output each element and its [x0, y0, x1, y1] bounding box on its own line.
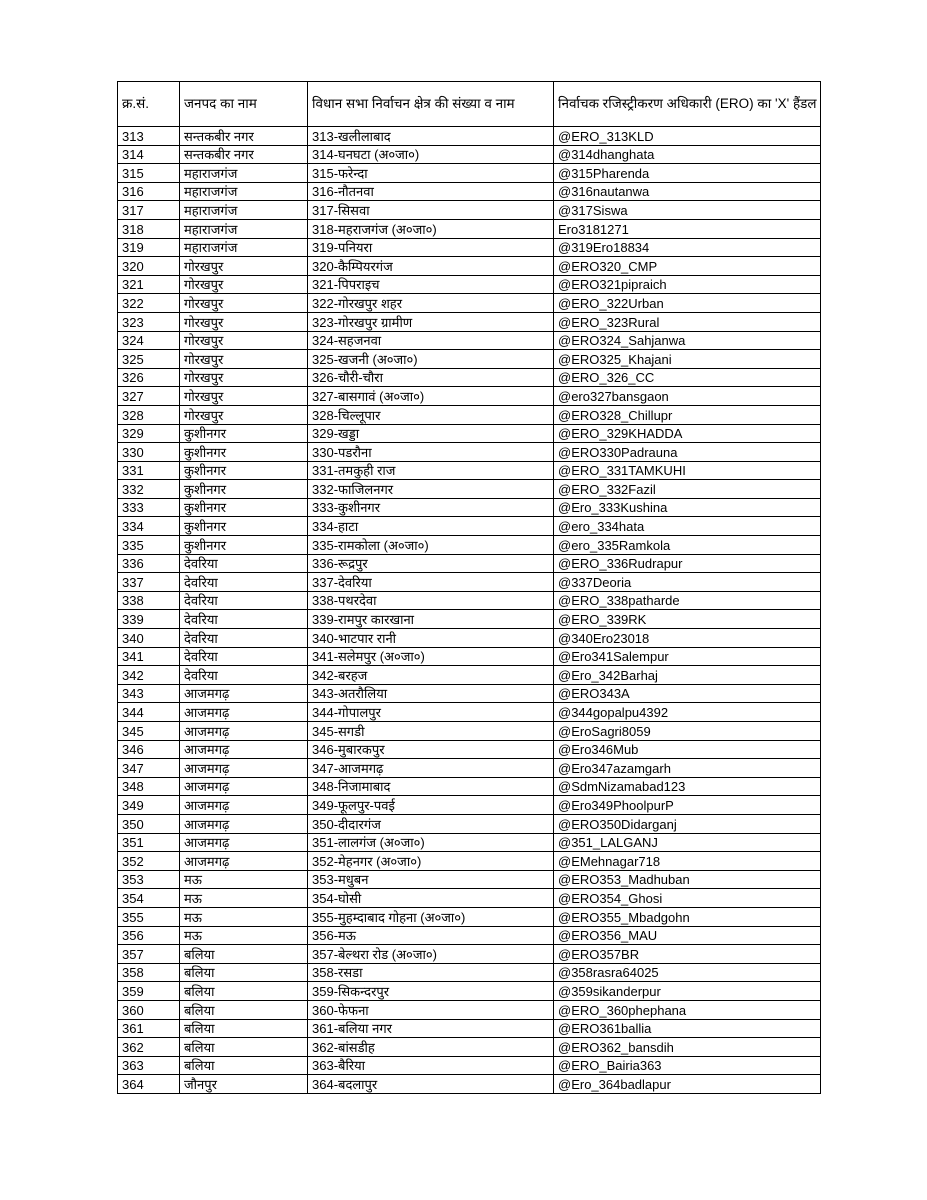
cell-ero-x-handle: Ero3181271: [554, 219, 821, 238]
cell-constituency: 360-फेफना: [308, 1000, 554, 1019]
cell-constituency: 328-चिल्लूपार: [308, 405, 554, 424]
cell-ero-x-handle: @314dhanghata: [554, 145, 821, 164]
cell-ero-x-handle: @316nautanwa: [554, 182, 821, 201]
cell-constituency: 334-हाटा: [308, 517, 554, 536]
cell-constituency: 346-मुबारकपुर: [308, 740, 554, 759]
cell-constituency: 363-बैरिया: [308, 1056, 554, 1075]
table-row: [118, 610, 821, 629]
table-row: [118, 963, 821, 982]
table-row: [118, 945, 821, 964]
cell-ero-x-handle: @ERO356_MAU: [554, 926, 821, 945]
cell-constituency: 336-रूद्रपुर: [308, 554, 554, 573]
cell-constituency: 313-खलीलाबाद: [308, 127, 554, 146]
table-row: [118, 461, 821, 480]
cell-constituency: 343-अतरौलिया: [308, 684, 554, 703]
cell-serial-number: 355: [118, 907, 180, 926]
cell-district-name: आजमगढ़: [180, 852, 308, 871]
cell-district-name: आजमगढ़: [180, 722, 308, 741]
cell-ero-x-handle: @ERO362_bansdih: [554, 1038, 821, 1057]
cell-constituency: 327-बासगावं (अ०जा०): [308, 387, 554, 406]
cell-constituency: 320-कैम्पियरगंज: [308, 257, 554, 276]
cell-district-name: गोरखपुर: [180, 275, 308, 294]
cell-constituency: 326-चौरी-चौरा: [308, 368, 554, 387]
table-row: [118, 1038, 821, 1057]
cell-ero-x-handle: @Ero346Mub: [554, 740, 821, 759]
table-row: [118, 498, 821, 517]
cell-ero-x-handle: @319Ero18834: [554, 238, 821, 257]
cell-constituency: 342-बरहज: [308, 666, 554, 685]
table-row: [118, 870, 821, 889]
cell-ero-x-handle: @ERO330Padrauna: [554, 443, 821, 462]
cell-district-name: महाराजगंज: [180, 201, 308, 220]
cell-district-name: गोरखपुर: [180, 387, 308, 406]
cell-district-name: कुशीनगर: [180, 536, 308, 555]
cell-constituency: 337-देवरिया: [308, 573, 554, 592]
table-row: [118, 312, 821, 331]
cell-ero-x-handle: @ERO_326_CC: [554, 368, 821, 387]
cell-district-name: कुशीनगर: [180, 517, 308, 536]
cell-district-name: आजमगढ़: [180, 759, 308, 778]
cell-district-name: कुशीनगर: [180, 461, 308, 480]
cell-district-name: कुशीनगर: [180, 498, 308, 517]
cell-district-name: आजमगढ़: [180, 740, 308, 759]
cell-ero-x-handle: @ero_335Ramkola: [554, 536, 821, 555]
cell-district-name: देवरिया: [180, 666, 308, 685]
cell-ero-x-handle: @ERO_329KHADDA: [554, 424, 821, 443]
cell-district-name: सन्तकबीर नगर: [180, 127, 308, 146]
cell-serial-number: 339: [118, 610, 180, 629]
cell-serial-number: 323: [118, 312, 180, 331]
table-body: [118, 127, 821, 1094]
cell-constituency: 358-रसडा: [308, 963, 554, 982]
cell-ero-x-handle: @ERO354_Ghosi: [554, 889, 821, 908]
cell-ero-x-handle: @EroSagri8059: [554, 722, 821, 741]
table-row: [118, 127, 821, 146]
cell-serial-number: 341: [118, 647, 180, 666]
cell-district-name: आजमगढ़: [180, 703, 308, 722]
cell-ero-x-handle: @EMehnagar718: [554, 852, 821, 871]
cell-district-name: बलिया: [180, 1056, 308, 1075]
cell-ero-x-handle: @ERO_323Rural: [554, 312, 821, 331]
cell-serial-number: 318: [118, 219, 180, 238]
table-row: [118, 350, 821, 369]
table-row: [118, 219, 821, 238]
cell-constituency: 335-रामकोला (अ०जा०): [308, 536, 554, 555]
cell-serial-number: 343: [118, 684, 180, 703]
cell-ero-x-handle: @340Ero23018: [554, 629, 821, 648]
cell-serial-number: 316: [118, 182, 180, 201]
cell-district-name: कुशीनगर: [180, 443, 308, 462]
cell-serial-number: 361: [118, 1019, 180, 1038]
cell-ero-x-handle: @ERO361ballia: [554, 1019, 821, 1038]
cell-serial-number: 356: [118, 926, 180, 945]
table-row: [118, 591, 821, 610]
table-row: [118, 647, 821, 666]
cell-serial-number: 346: [118, 740, 180, 759]
cell-district-name: गोरखपुर: [180, 294, 308, 313]
cell-constituency: 319-पनियरा: [308, 238, 554, 257]
cell-district-name: देवरिया: [180, 647, 308, 666]
cell-district-name: गोरखपुर: [180, 350, 308, 369]
cell-constituency: 356-मऊ: [308, 926, 554, 945]
cell-serial-number: 314: [118, 145, 180, 164]
cell-serial-number: 345: [118, 722, 180, 741]
table-row: [118, 777, 821, 796]
cell-constituency: 321-पिपराइच: [308, 275, 554, 294]
table-row: [118, 424, 821, 443]
cell-constituency: 349-फूलपुर-पवई: [308, 796, 554, 815]
cell-serial-number: 334: [118, 517, 180, 536]
table-row: [118, 889, 821, 908]
table-row: [118, 164, 821, 183]
cell-constituency: 340-भाटपार रानी: [308, 629, 554, 648]
cell-ero-x-handle: @Ero_342Barhaj: [554, 666, 821, 685]
cell-serial-number: 332: [118, 480, 180, 499]
cell-district-name: गोरखपुर: [180, 312, 308, 331]
cell-constituency: 339-रामपुर कारखाना: [308, 610, 554, 629]
cell-district-name: कुशीनगर: [180, 480, 308, 499]
cell-ero-x-handle: @351_LALGANJ: [554, 833, 821, 852]
table-row: [118, 722, 821, 741]
cell-constituency: 324-सहजनवा: [308, 331, 554, 350]
table-row: [118, 554, 821, 573]
cell-serial-number: 327: [118, 387, 180, 406]
cell-serial-number: 360: [118, 1000, 180, 1019]
cell-district-name: देवरिया: [180, 591, 308, 610]
table-row: [118, 480, 821, 499]
cell-serial-number: 331: [118, 461, 180, 480]
cell-ero-x-handle: @ERO_331TAMKUHI: [554, 461, 821, 480]
cell-constituency: 322-गोरखपुर शहर: [308, 294, 554, 313]
cell-constituency: 330-पडरौना: [308, 443, 554, 462]
cell-district-name: देवरिया: [180, 573, 308, 592]
cell-constituency: 318-महराजगंज (अ०जा०): [308, 219, 554, 238]
cell-constituency: 344-गोपालपुर: [308, 703, 554, 722]
cell-ero-x-handle: @344gopalpu4392: [554, 703, 821, 722]
cell-serial-number: 362: [118, 1038, 180, 1057]
cell-ero-x-handle: @Ero341Salempur: [554, 647, 821, 666]
cell-constituency: 315-फरेन्दा: [308, 164, 554, 183]
cell-district-name: देवरिया: [180, 554, 308, 573]
cell-ero-x-handle: @SdmNizamabad123: [554, 777, 821, 796]
cell-ero-x-handle: @359sikanderpur: [554, 982, 821, 1001]
cell-serial-number: 313: [118, 127, 180, 146]
cell-district-name: देवरिया: [180, 629, 308, 648]
cell-district-name: मऊ: [180, 926, 308, 945]
cell-constituency: 364-बदलापुर: [308, 1075, 554, 1094]
cell-serial-number: 348: [118, 777, 180, 796]
cell-ero-x-handle: @ERO_339RK: [554, 610, 821, 629]
cell-serial-number: 364: [118, 1075, 180, 1094]
cell-district-name: मऊ: [180, 870, 308, 889]
cell-district-name: गोरखपुर: [180, 368, 308, 387]
cell-constituency: 348-निजामाबाद: [308, 777, 554, 796]
cell-district-name: महाराजगंज: [180, 164, 308, 183]
cell-district-name: मऊ: [180, 907, 308, 926]
cell-district-name: मऊ: [180, 889, 308, 908]
cell-constituency: 351-लालगंज (अ०जा०): [308, 833, 554, 852]
cell-ero-x-handle: @ERO_313KLD: [554, 127, 821, 146]
table-row: [118, 666, 821, 685]
cell-ero-x-handle: @ero327bansgaon: [554, 387, 821, 406]
cell-serial-number: 344: [118, 703, 180, 722]
cell-constituency: 329-खड्डा: [308, 424, 554, 443]
table-row: [118, 703, 821, 722]
cell-serial-number: 342: [118, 666, 180, 685]
table-row: [118, 684, 821, 703]
cell-serial-number: 352: [118, 852, 180, 871]
table-row: [118, 1056, 821, 1075]
table-row: [118, 907, 821, 926]
header-district-name: जनपद का नाम: [180, 82, 308, 127]
cell-constituency: 355-मुहम्दाबाद गोहना (अ०जा०): [308, 907, 554, 926]
cell-constituency: 325-खजनी (अ०जा०): [308, 350, 554, 369]
cell-ero-x-handle: @ERO343A: [554, 684, 821, 703]
cell-constituency: 359-सिकन्दरपुर: [308, 982, 554, 1001]
table-row: [118, 238, 821, 257]
cell-constituency: 323-गोरखपुर ग्रामीण: [308, 312, 554, 331]
table-row: [118, 629, 821, 648]
cell-serial-number: 359: [118, 982, 180, 1001]
table-row: [118, 517, 821, 536]
cell-serial-number: 322: [118, 294, 180, 313]
cell-district-name: बलिया: [180, 1000, 308, 1019]
cell-ero-x-handle: @Ero349PhoolpurP: [554, 796, 821, 815]
table-row: [118, 331, 821, 350]
cell-ero-x-handle: @ERO350Didarganj: [554, 814, 821, 833]
cell-serial-number: 363: [118, 1056, 180, 1075]
cell-constituency: 353-मधुबन: [308, 870, 554, 889]
cell-district-name: महाराजगंज: [180, 219, 308, 238]
cell-constituency: 332-फाजिलनगर: [308, 480, 554, 499]
cell-serial-number: 336: [118, 554, 180, 573]
cell-district-name: आजमगढ़: [180, 833, 308, 852]
table-row: [118, 294, 821, 313]
cell-ero-x-handle: @ERO_338patharde: [554, 591, 821, 610]
cell-serial-number: 350: [118, 814, 180, 833]
cell-serial-number: 317: [118, 201, 180, 220]
cell-ero-x-handle: @ERO353_Madhuban: [554, 870, 821, 889]
cell-serial-number: 320: [118, 257, 180, 276]
cell-ero-x-handle: @ERO320_CMP: [554, 257, 821, 276]
cell-serial-number: 338: [118, 591, 180, 610]
cell-serial-number: 351: [118, 833, 180, 852]
cell-serial-number: 335: [118, 536, 180, 555]
cell-constituency: 362-बांसडीह: [308, 1038, 554, 1057]
cell-constituency: 333-कुशीनगर: [308, 498, 554, 517]
table-row: [118, 740, 821, 759]
cell-constituency: 354-घोसी: [308, 889, 554, 908]
cell-ero-x-handle: @358rasra64025: [554, 963, 821, 982]
cell-district-name: आजमगढ़: [180, 777, 308, 796]
table-row: [118, 182, 821, 201]
cell-district-name: सन्तकबीर नगर: [180, 145, 308, 164]
cell-ero-x-handle: @Ero_333Kushina: [554, 498, 821, 517]
cell-constituency: 338-पथरदेवा: [308, 591, 554, 610]
cell-serial-number: 328: [118, 405, 180, 424]
cell-district-name: बलिया: [180, 945, 308, 964]
cell-district-name: बलिया: [180, 1019, 308, 1038]
cell-district-name: गोरखपुर: [180, 405, 308, 424]
cell-ero-x-handle: @ERO_322Urban: [554, 294, 821, 313]
table-row: [118, 759, 821, 778]
table-row: [118, 405, 821, 424]
cell-serial-number: 319: [118, 238, 180, 257]
cell-constituency: 361-बलिया नगर: [308, 1019, 554, 1038]
cell-district-name: गोरखपुर: [180, 331, 308, 350]
cell-serial-number: 315: [118, 164, 180, 183]
table-row: [118, 926, 821, 945]
cell-serial-number: 353: [118, 870, 180, 889]
table-row: [118, 368, 821, 387]
cell-constituency: 331-तमकुही राज: [308, 461, 554, 480]
header-serial-number: क्र.सं.: [118, 82, 180, 127]
cell-ero-x-handle: @ERO325_Khajani: [554, 350, 821, 369]
cell-ero-x-handle: @ero_334hata: [554, 517, 821, 536]
cell-ero-x-handle: @Ero347azamgarh: [554, 759, 821, 778]
cell-district-name: आजमगढ़: [180, 796, 308, 815]
header-ero-x-handle: निर्वाचक रजिस्ट्रीकरण अधिकारी (ERO) का 'X' हैंडल: [554, 82, 821, 127]
cell-ero-x-handle: @317Siswa: [554, 201, 821, 220]
cell-constituency: 350-दीदारगंज: [308, 814, 554, 833]
table-row: [118, 1019, 821, 1038]
table-header-row: [118, 82, 821, 127]
cell-ero-x-handle: @ERO355_Mbadgohn: [554, 907, 821, 926]
cell-ero-x-handle: @ERO357BR: [554, 945, 821, 964]
cell-ero-x-handle: @315Pharenda: [554, 164, 821, 183]
cell-serial-number: 357: [118, 945, 180, 964]
table-row: [118, 1000, 821, 1019]
cell-serial-number: 337: [118, 573, 180, 592]
cell-district-name: कुशीनगर: [180, 424, 308, 443]
cell-ero-x-handle: @Ero_364badlapur: [554, 1075, 821, 1094]
cell-serial-number: 324: [118, 331, 180, 350]
cell-constituency: 314-घनघटा (अ०जा०): [308, 145, 554, 164]
cell-constituency: 341-सलेमपुर (अ०जा०): [308, 647, 554, 666]
table-row: [118, 536, 821, 555]
table-row: [118, 1075, 821, 1094]
cell-constituency: 316-नौतनवा: [308, 182, 554, 201]
table-row: [118, 814, 821, 833]
cell-ero-x-handle: @ERO_360phephana: [554, 1000, 821, 1019]
table-row: [118, 201, 821, 220]
cell-district-name: जौनपुर: [180, 1075, 308, 1094]
cell-constituency: 352-मेहनगर (अ०जा०): [308, 852, 554, 871]
cell-ero-x-handle: @ERO_Bairia363: [554, 1056, 821, 1075]
cell-serial-number: 354: [118, 889, 180, 908]
cell-district-name: महाराजगंज: [180, 182, 308, 201]
table-row: [118, 833, 821, 852]
table-row: [118, 145, 821, 164]
cell-serial-number: 340: [118, 629, 180, 648]
cell-ero-x-handle: @ERO_332Fazil: [554, 480, 821, 499]
cell-serial-number: 349: [118, 796, 180, 815]
cell-serial-number: 326: [118, 368, 180, 387]
table-row: [118, 387, 821, 406]
table-row: [118, 275, 821, 294]
table-row: [118, 257, 821, 276]
cell-constituency: 345-सगडी: [308, 722, 554, 741]
cell-ero-x-handle: @ERO328_Chillupr: [554, 405, 821, 424]
cell-district-name: आजमगढ़: [180, 684, 308, 703]
cell-serial-number: 329: [118, 424, 180, 443]
cell-serial-number: 325: [118, 350, 180, 369]
cell-serial-number: 333: [118, 498, 180, 517]
cell-constituency: 347-आजमगढ़: [308, 759, 554, 778]
cell-serial-number: 358: [118, 963, 180, 982]
cell-serial-number: 321: [118, 275, 180, 294]
header-constituency: विधान सभा निर्वाचन क्षेत्र की संख्या व नाम: [308, 82, 554, 127]
cell-ero-x-handle: @337Deoria: [554, 573, 821, 592]
table-row: [118, 573, 821, 592]
cell-serial-number: 347: [118, 759, 180, 778]
cell-district-name: गोरखपुर: [180, 257, 308, 276]
cell-ero-x-handle: @ERO_336Rudrapur: [554, 554, 821, 573]
table-row: [118, 982, 821, 1001]
table-row: [118, 852, 821, 871]
cell-ero-x-handle: @ERO324_Sahjanwa: [554, 331, 821, 350]
table-row: [118, 796, 821, 815]
cell-district-name: महाराजगंज: [180, 238, 308, 257]
ero-handles-table: [117, 81, 821, 1094]
cell-district-name: बलिया: [180, 1038, 308, 1057]
cell-constituency: 357-बेल्थरा रोड (अ०जा०): [308, 945, 554, 964]
cell-district-name: देवरिया: [180, 610, 308, 629]
cell-ero-x-handle: @ERO321pipraich: [554, 275, 821, 294]
cell-constituency: 317-सिसवा: [308, 201, 554, 220]
cell-district-name: बलिया: [180, 982, 308, 1001]
table-row: [118, 443, 821, 462]
cell-serial-number: 330: [118, 443, 180, 462]
cell-district-name: आजमगढ़: [180, 814, 308, 833]
cell-district-name: बलिया: [180, 963, 308, 982]
